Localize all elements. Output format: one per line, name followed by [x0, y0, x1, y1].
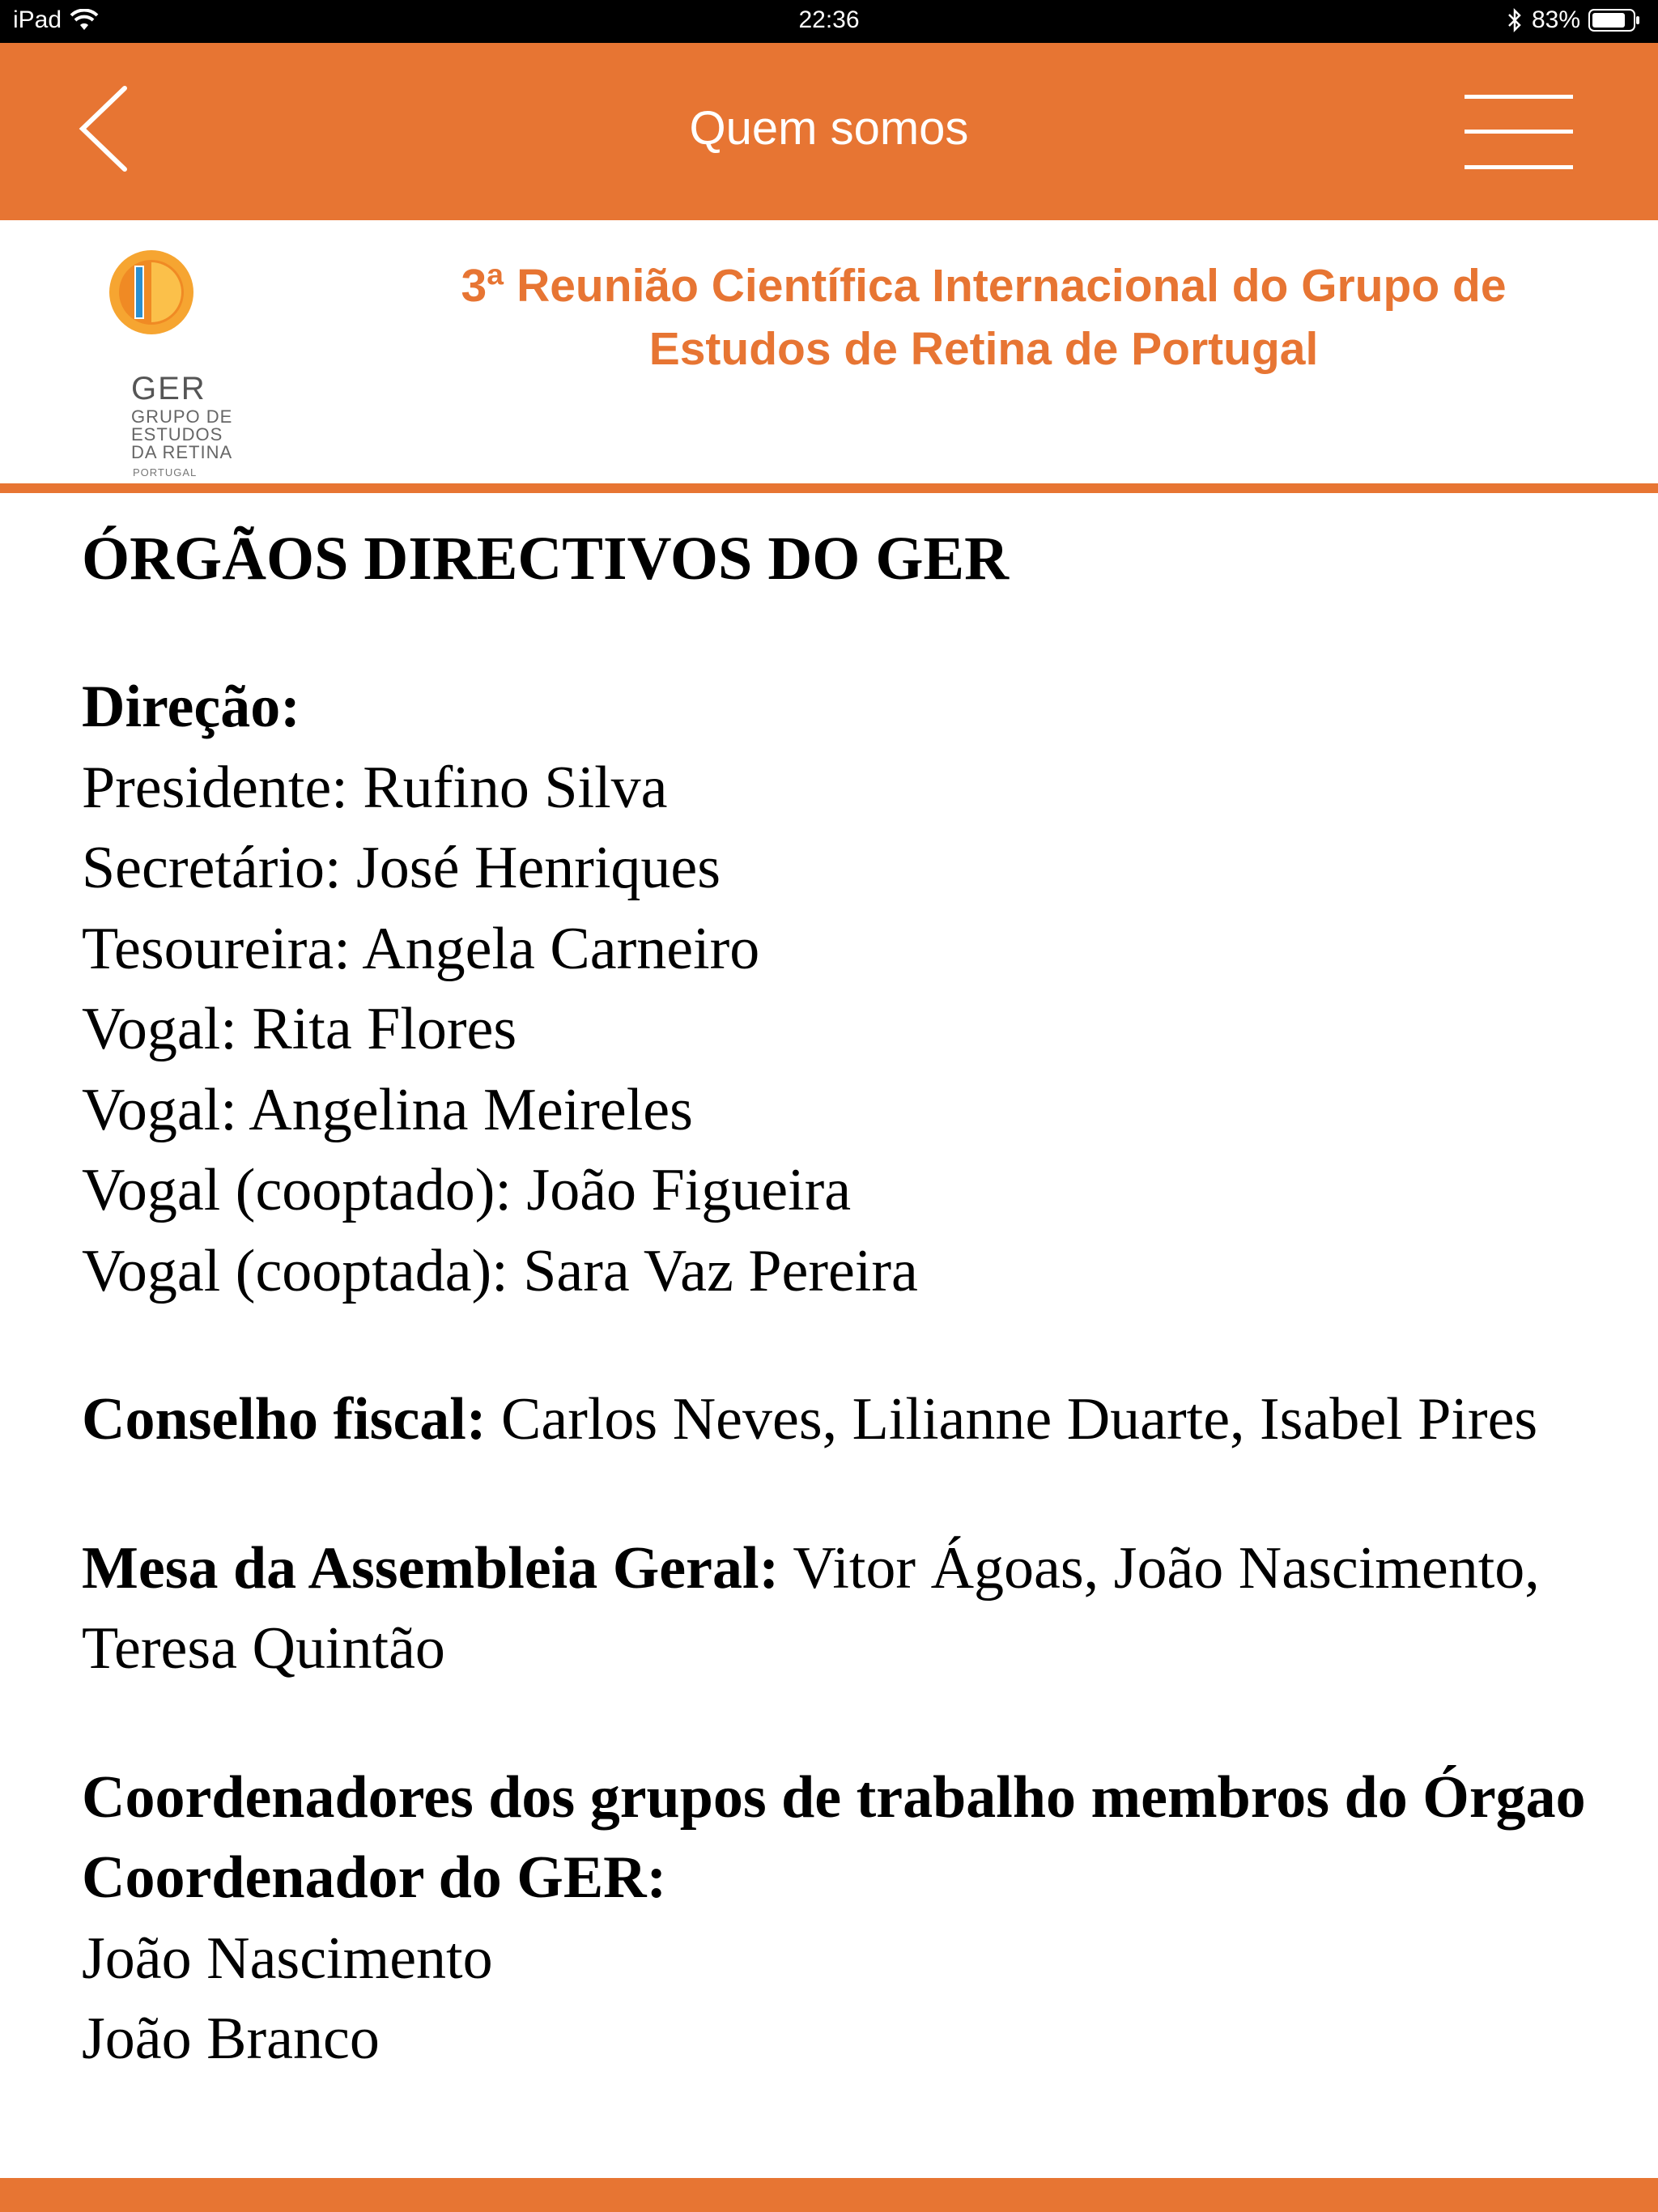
conselho-fiscal-members: Carlos Neves, Lilianne Duarte, Isabel Pires [486, 1386, 1538, 1453]
logo-country: PORTUGAL [133, 466, 198, 479]
logo-subtitle: GRUPO DE ESTUDOS DA RETINA [131, 406, 233, 462]
ger-logo [107, 248, 261, 479]
list-item: João Nascimento [82, 1925, 493, 1992]
nav-bar [0, 43, 1658, 220]
bottom-bar [0, 2178, 1658, 2212]
conselho-fiscal-label: Conselho fiscal: [82, 1386, 487, 1453]
header-divider [0, 483, 1658, 493]
section-heading: ÓRGÃOS DIRECTIVOS DO GER [82, 525, 1010, 593]
bluetooth-icon [1506, 7, 1524, 33]
ger-logo-icon [107, 248, 196, 337]
status-time: 22:36 [798, 6, 860, 33]
mesa-assembleia-block [82, 1529, 1588, 1690]
event-title: 3ª Reunião Científica Internacional do Grupo de Estudos de Retina de Portugal [461, 260, 1507, 375]
direcao-label: Direção: [82, 674, 300, 740]
menu-button[interactable] [1461, 91, 1576, 172]
list-item: Vogal (cooptada): Sara Vaz Pereira [82, 1237, 918, 1304]
direcao-block [82, 667, 1588, 1312]
coordenadores-block [82, 1758, 1588, 2080]
mesa-assembleia-label: Mesa da Assembleia Geral: [82, 1534, 780, 1602]
list-item: João Branco [82, 2006, 380, 2072]
mesa-assembleia-members: Vitor Ágoas, João Nascimento, Teresa Quintão [82, 1534, 1540, 1682]
list-item: Secretário: José Henriques [82, 835, 721, 901]
list-item: Vogal (cooptado): João Figueira [82, 1157, 852, 1223]
battery-icon [1588, 7, 1642, 33]
list-item: Vogal: Angelina Meireles [82, 1076, 693, 1143]
content [82, 518, 1588, 2080]
coordenadores-label: Coordenadores dos grupos de trabalho membros do Órgao Coordenador do GER: [82, 1763, 1586, 1911]
status-right [1506, 6, 1642, 34]
page-title: Quem somos [689, 102, 969, 155]
battery-percent: 83% [1531, 6, 1580, 33]
status-bar [0, 0, 1658, 43]
conselho-fiscal-block [82, 1380, 1588, 1461]
brand-header [0, 220, 1658, 483]
list-item: Tesoureira: Angela Carneiro [82, 915, 760, 982]
list-item: Vogal: Rita Flores [82, 996, 517, 1062]
hamburger-menu-icon [1461, 91, 1576, 172]
device-label: iPad [13, 6, 62, 33]
logo-name: GER [131, 371, 206, 406]
list-item: Presidente: Rufino Silva [82, 754, 668, 821]
